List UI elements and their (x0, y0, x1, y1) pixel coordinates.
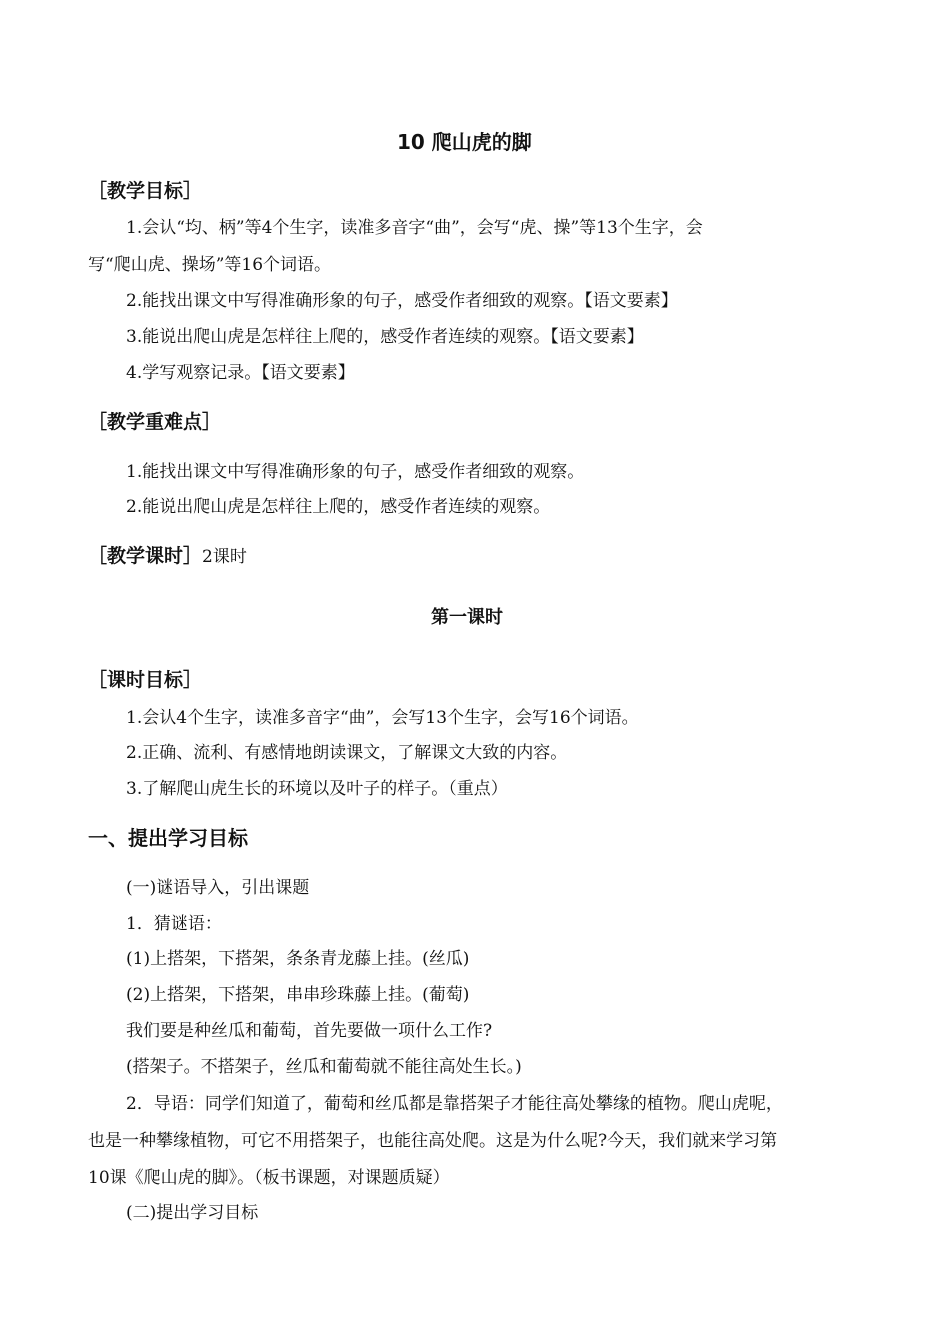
section1-line-10: (二)提出学习目标 (126, 1203, 259, 1223)
page-title: 10 爬山虎的脚 (397, 130, 532, 154)
key-point-1: 1.能找出课文中写得准确形象的句子，感受作者细致的观察。 (126, 462, 585, 482)
section1-line-2: 1．猜谜语： (126, 914, 222, 934)
lesson1-goal-3: 3.了解爬山虎生长的环境以及叶子的样子。（重点） (126, 779, 508, 799)
goal-line-4: 3.能说出爬山虎是怎样往上爬的，感受作者连续的观察。【语文要素】 (126, 327, 644, 347)
periods-value: 2课时 (202, 547, 247, 567)
goal-line-2: 写“爬山虎、操场”等16个词语。 (88, 255, 332, 275)
section1-line-3: (1)上搭架，下搭架，条条青龙藤上挂。(丝瓜) (126, 949, 470, 969)
section1-line-8: 也是一种攀缘植物，可它不用搭架子，也能往高处爬。这是为什么呢?今天，我们就来学习第 (88, 1131, 778, 1151)
goal-line-3: 2.能找出课文中写得准确形象的句子，感受作者细致的观察。【语文要素】 (126, 291, 678, 311)
section1-heading: 一、提出学习目标 (88, 826, 248, 850)
key-points-heading: ［教学重难点］ (88, 411, 222, 433)
periods-row (88, 544, 247, 569)
section1-line-1: (一)谜语导入，引出课题 (126, 878, 310, 898)
section1-line-6: (搭架子。不搭架子，丝瓜和葡萄就不能往高处生长。) (126, 1057, 522, 1077)
lesson1-goals-heading: ［课时目标］ (88, 669, 203, 691)
section1-line-9: 10课《爬山虎的脚》。（板书课题，对课题质疑） (88, 1168, 450, 1188)
section1-line-4: (2)上搭架，下搭架，串串珍珠藤上挂。(葡萄) (126, 985, 470, 1005)
lesson1-goal-1: 1.会认4个生字，读准多音字“曲”，会写13个生字，会写16个词语。 (126, 708, 639, 728)
goal-line-5: 4.学写观察记录。【语文要素】 (126, 363, 355, 383)
periods-heading: ［教学课时］ (88, 545, 203, 567)
goal-line-1: 1.会认“均、柄”等4个生字，读准多音字“曲”，会写“虎、操”等13个生字，会 (126, 218, 703, 238)
lesson1-title: 第一课时 (431, 607, 503, 628)
section1-line-7: 2．导语：同学们知道了，葡萄和丝瓜都是靠搭架子才能往高处攀缘的植物。爬山虎呢， (126, 1094, 783, 1114)
section1-line-5: 我们要是种丝瓜和葡萄，首先要做一项什么工作? (126, 1021, 493, 1041)
lesson1-goal-2: 2.正确、流利、有感情地朗读课文，了解课文大致的内容。 (126, 743, 568, 763)
teaching-goals-heading: ［教学目标］ (88, 180, 203, 202)
key-point-2: 2.能说出爬山虎是怎样往上爬的，感受作者连续的观察。 (126, 497, 551, 517)
